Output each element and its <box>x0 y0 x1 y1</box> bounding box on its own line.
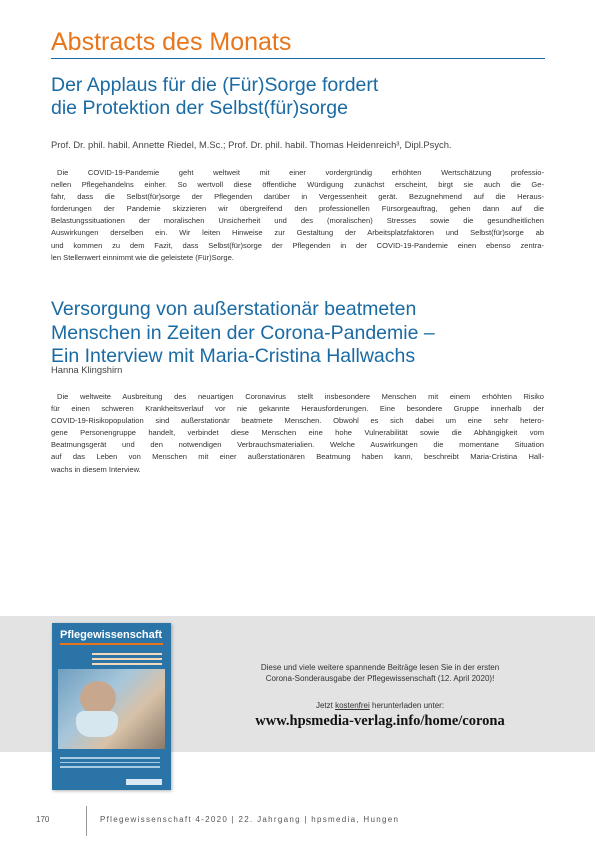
article1-title-line: Der Applaus für die (Für)Sorge fordert <box>51 74 379 96</box>
article2-title-line: Ein Interview mit Maria-Cristina Hallwachs <box>51 345 416 367</box>
promo-download-suffix: herunterladen unter: <box>369 701 445 710</box>
cover-title: Pflegewissenschaft <box>60 629 163 641</box>
promo-line: Corona-Sonderausgabe der Pflegewissenschaft (12. April 2020)! <box>265 674 495 683</box>
abstract-line: Die COVID-19-Pandemie geht weltweit mit einer vordergründig erhöhten Wertschätzung professio- <box>57 168 544 177</box>
article1-title-line: die Protektion der Selbst(für)sorge <box>51 97 348 119</box>
abstract-line: forderungen der Pandemie skizzieren wir übergreifend den professionellen Fürsorgeauftrag, gehen dann auf die <box>51 204 544 214</box>
abstract-line: Belastungssituationen der moralischen Unsicherheit und des (moralischen) Stresses sowie die gesundheitlichen <box>51 216 544 226</box>
free-download-link[interactable]: kostenfrei <box>335 701 370 710</box>
article2-title-line: Menschen in Zeiten der Corona-Pandemie – <box>51 321 435 344</box>
article1-abstract <box>51 167 544 264</box>
footer-divider <box>86 806 87 836</box>
abstract-line: gene Personengruppe handelt, verbindet diese Menschen eine hohe Vulnerabilität sowie die Abhängigkeit vom <box>51 428 544 438</box>
article2-abstract <box>51 391 544 476</box>
cover-accent-bar <box>60 643 163 645</box>
abstract-line: nellen Pflegehandelns einher. So wertvoll diese öffentliche Würdigung zunächst erscheint, birgt sie auch die Ge- <box>51 180 544 190</box>
abstract-line: wachs in diesem Interview. <box>51 464 141 474</box>
article2-title-line: Versorgung von außerstationär beatmeten <box>51 298 417 320</box>
promo-line: Diese und viele weitere spannende Beiträge lesen Sie in der ersten <box>260 663 500 672</box>
abstract-line: auf das Leben von Menschen mit einer außerstationären Beatmung haben kann, beschreibt Maria-Cristina Hall- <box>51 452 544 462</box>
article2-title <box>51 298 435 369</box>
article1-title <box>51 74 378 120</box>
article1-authors: Prof. Dr. phil. habil. Annette Riedel, M.Sc.; Prof. Dr. phil. habil. Thomas Heidenreich³, Dipl.Psych. <box>51 139 452 150</box>
section-title: Abstracts des Monats <box>51 28 292 56</box>
abstract-line: und kommen zu dem Fazit, dass Selbst(für)sorge der Pflegenden in der COVID-19-Pandemie einen ebenso zentra- <box>51 240 544 250</box>
article2-authors: Hanna Klingshirn <box>51 364 123 375</box>
footer-journal-info: Pflegewissenschaft 4-2020 | 22. Jahrgang | hpsmedia, Hungen <box>100 815 400 824</box>
magazine-cover-image <box>52 623 171 790</box>
cover-face <box>80 681 116 715</box>
promo-url-link[interactable]: www.hpsmedia-verlag.info/home/corona <box>255 713 505 729</box>
cover-publisher-badge <box>126 779 162 785</box>
cover-mask <box>76 711 118 737</box>
promo-download-prefix: Jetzt <box>315 701 336 710</box>
abstract-line: Die weltweite Ausbreitung des neuartigen Coronavirus stellt insbesondere Menschen mit einem erhöhten Risiko <box>57 392 544 401</box>
abstract-line: Auswirkungen derselben ein. Wir leiten Hinweise zur Gestaltung der Arbeitsplatzfaktoren und Selbst(für)sorge ab <box>51 228 544 238</box>
title-rule <box>51 58 545 59</box>
promo-description <box>200 662 560 684</box>
page-number: 170 <box>36 815 50 824</box>
abstract-line: fahr, dass die Selbst(für)sorge der Pflegenden darüber in Vergessenheit gerät. Bezugnehmend auf die Heraus- <box>51 192 544 202</box>
abstract-line: COVID-19-Risikopopulation sind außerstationär beatmete Menschen. Obwohl es sich dabei um eine sehr hetero- <box>51 416 544 426</box>
cover-photo <box>58 669 165 749</box>
cover-footer-lines <box>60 757 160 771</box>
abstract-line: len Stellenwert einnimmt wie die geleistete (Für)Sorge. <box>51 252 234 262</box>
abstract-line: Beatmungsgerät und den notwendigen Verbrauchsmaterialien. Welche Auswirkungen die momentane Situation <box>51 440 544 450</box>
promo-download-note <box>200 700 560 711</box>
cover-headline-lines <box>92 653 162 668</box>
abstract-line: für einen schweren Krankheitsverlauf vor nie gekannte Herausforderungen. Eine besondere Gruppe innerhalb der <box>51 404 544 414</box>
